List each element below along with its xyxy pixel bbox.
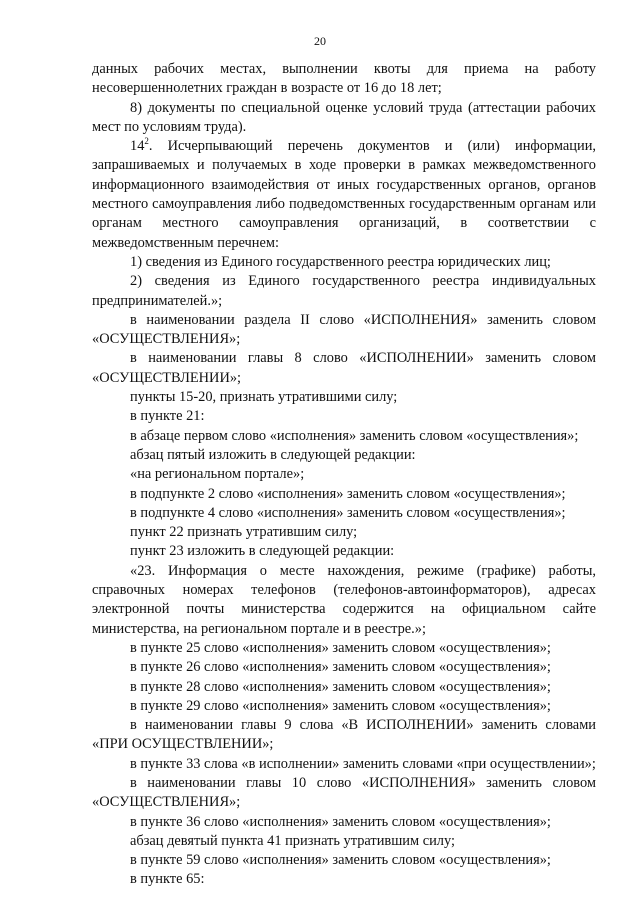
amendment-line: в пункте 26 слово «исполнения» заменить словом «осуществления»; xyxy=(130,659,551,676)
paragraph-14-2 xyxy=(92,137,596,253)
amendment-line: пункты 15-20, признать утратившими силу; xyxy=(130,389,398,406)
paragraph-23-text: «23. Информация о месте нахождения, режиме (графике) работы, справочных номерах телефонов (телефонов-автоинформаторов), адресах электронной почты министерства содержится на официальном сайте министерства, на региональном портале и в реестре.»; xyxy=(92,562,596,637)
amendment-line: в подпункте 4 слово «исполнения» заменить словом «осуществления»; xyxy=(130,504,566,521)
document-body xyxy=(92,60,596,890)
amendment-line: в пункте 25 слово «исполнения» заменить словом «осуществления»; xyxy=(130,639,551,656)
amendment-line: в наименовании раздела II слово «ИСПОЛНЕНИЯ» заменить словом «ОСУЩЕСТВЛЕНИЯ»; xyxy=(92,311,596,348)
amendment-line: в пункте 21: xyxy=(130,408,205,425)
amendment-line: в наименовании главы 9 слова «В ИСПОЛНЕНИИ» заменить словами «ПРИ ОСУЩЕСТВЛЕНИИ»; xyxy=(92,717,596,753)
amendment-line: в подпункте 2 слово «исполнения» заменить словом «осуществления»; xyxy=(130,485,566,502)
amendment-line: в пункте 28 слово «исполнения» заменить словом «осуществления»; xyxy=(130,678,551,695)
paragraph-8: 8) документы по специальной оценке условий труда (аттестации рабочих мест по условиям труда). xyxy=(92,99,596,135)
text-line: данных рабочих местах, выполнении квоты для приема на работу xyxy=(92,61,596,77)
superscript: 2 xyxy=(144,136,149,147)
amendment-line: в наименовании главы 10 слово «ИСПОЛНЕНИЯ» заменить словом «ОСУЩЕСТВЛЕНИЯ»; xyxy=(92,774,596,811)
amendment-line: пункт 22 признать утратившим силу; xyxy=(130,524,358,541)
amendment-line: абзац пятый изложить в следующей редакции: xyxy=(130,446,416,463)
amendment-line: в пункте 65: xyxy=(130,871,205,888)
list-item: 2) сведения из Единого государственного реестра индивидуальных предпринимателей.»; xyxy=(92,273,596,309)
amendment-line: абзац девятый пункта 41 признать утратившим силу; xyxy=(130,832,455,849)
amendment-line: в пункте 36 слово «исполнения» заменить словом «осуществления»; xyxy=(130,813,551,830)
amendment-line: пункт 23 изложить в следующей редакции: xyxy=(130,543,395,560)
amendment-line: в наименовании главы 8 слово «ИСПОЛНЕНИИ» заменить словом «ОСУЩЕСТВЛЕНИИ»; xyxy=(92,350,596,386)
list-item: 1) сведения из Единого государственного реестра юридических лиц; xyxy=(130,253,551,270)
paragraph-text: . Исчерпывающий перечень документов и (или) информации, запрашиваемых и получаемых в ходе проверки в рамках межведомственного информационного взаимодействия от иных государственных органов, органов местного самоуправления либо подведомственных государственным органам или органам местного самоуправления организаций, в соответствии с межведомственным перечнем: xyxy=(92,138,596,251)
page-number: 20 xyxy=(314,34,326,48)
amendment-line: в абзаце первом слово «исполнения» заменить словом «осуществления»; xyxy=(130,427,579,444)
paragraph-number: 14 xyxy=(130,138,145,155)
amendment-line: в пункте 59 слово «исполнения» заменить словом «осуществления»; xyxy=(130,852,551,869)
amendment-line: в пункте 29 слово «исполнения» заменить словом «осуществления»; xyxy=(130,697,551,714)
text-line: несовершеннолетних граждан в возрасте от 16 до 18 лет; xyxy=(92,80,442,97)
amendment-line: в пункте 33 слова «в исполнении» заменить словами «при осуществлении»; xyxy=(130,755,596,772)
amendment-line: «на региональном портале»; xyxy=(130,466,305,483)
